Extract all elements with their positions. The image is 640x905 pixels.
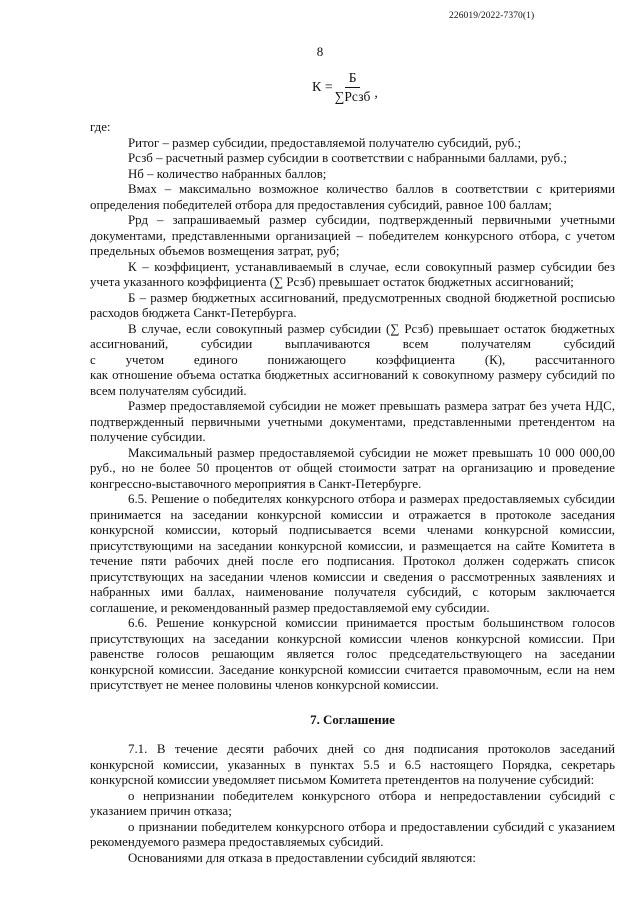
definition-rrd: Ррд – запрашиваемый размер субсидии, подтвержденный первичными учетными документами, представленными организацией – победителем конкурсного отбора, с учетом предельных объемов возмещения затрат, руб;: [90, 213, 615, 258]
formula-trailing-comma: ,: [374, 85, 378, 101]
paragraph-7-1: 7.1. В течение десяти рабочих дней со дня подписания протоколов заседаний конкурсной комиссии, указанных в пунктах 5.5 и 6.5 настоящего Порядка, секретарь конкурсной комиссии уведомляет письмом Комитета претендентов на получение субсидий:: [90, 742, 615, 787]
paragraph-7-1-refusal: о непризнании победителем конкурсного отбора и непредоставлении субсидий с указанием причин отказа;: [90, 788, 615, 818]
formula-numerator: Б: [345, 70, 361, 88]
definition-vmax: Вмах – максимально возможное количество баллов в соответствии с критериями определения победителей отбора для предоставления субсидий, равное 100 баллам;: [90, 182, 615, 212]
formula-fraction: [335, 70, 371, 105]
definition-b: Б – размер бюджетных ассигнований, предусмотренных сводной бюджетной росписью расходов бюджета Санкт-Петербурга.: [90, 290, 615, 320]
document-body: [90, 120, 615, 866]
paragraph-total-exceeds-line1: В случае, если совокупный размер субсидии (∑ Рсзб) превышает остаток бюджетных ассигнований, субсидии выплачиваются всем получателям субсидий: [90, 321, 615, 351]
paragraph-6-6: 6.6. Решение конкурсной комиссии принимается простым большинством голосов присутствующих на заседании конкурсной комиссии членов конкурсной комиссии. При равенстве голосов решающим является голос председательствующего на заседании конкурсной комиссии. Заседание конкурсной комиссии считается правомочным, если на нем присутствует не менее половины членов конкурсной комиссии.: [90, 616, 615, 692]
definition-nb: Нб – количество набранных баллов;: [128, 166, 327, 181]
paragraph-vat-limit: Размер предоставляемой субсидии не может превышать размера затрат без учета НДС, подтвержденный первичными учетными документами, представленными претендентом на получение субсидии.: [90, 399, 615, 444]
formula-denominator: ∑Рсзб: [334, 89, 371, 104]
formula-lhs: К =: [312, 79, 333, 95]
section-7-title: 7. Соглашение: [310, 712, 395, 727]
page-number: 8: [316, 44, 324, 59]
paragraph-refusal-grounds: Основаниями для отказа в предоставлении субсидий являются:: [128, 850, 476, 865]
paragraph-total-exceeds-line2: с учетом единого понижающего коэффициента (К), рассчитанного: [90, 352, 615, 367]
definition-ritog: Ритог – размер субсидии, предоставляемой получателю субсидий, руб.;: [128, 135, 522, 150]
paragraph-7-1-award: о признании победителем конкурсного отбора и предоставлении субсидий с указанием рекомендуемого размера предоставляемых субсидий.: [90, 819, 615, 849]
paragraph-max-subsidy: Максимальный размер предоставляемой субсидии не может превышать 10 000 000,00 руб., но не более 50 процентов от общей стоимости затрат на организацию и проведение конгрессно-выставочного мероприятия в Санкт-Петербурге.: [90, 445, 615, 491]
where-label: где:: [90, 120, 111, 134]
coefficient-formula: [312, 70, 378, 105]
document-registration-number: 226019/2022-7370(1): [449, 11, 535, 21]
paragraph-6-5: 6.5. Решение о победителях конкурсного отбора и размерах предоставляемых субсидии принимается на заседании конкурсной комиссии и отражается в протоколе заседания конкурсной комиссии, который подписывается всеми членами конкурсной комиссии, присутствующими на заседании конкурсной комиссии, и размещается на сайте Комитета в течение пяти рабочих дней после его подписания. Протокол должен содержать список присутствующих на заседании членов комиссии и сведения о рассмотренных заявлениях и набранных ими баллах, наименование получателя субсидий, с которым заключается соглашение, и рекомендованный размер предоставляемой ему субсидии.: [90, 492, 615, 615]
paragraph-total-exceeds-line3: как отношение объема остатка бюджетных ассигнований к совокупному размеру субсидий по всем получателям субсидий.: [90, 368, 615, 398]
definition-rszb: Рсзб – расчетный размер субсидии в соответствии с набранными баллами, руб.;: [128, 151, 567, 165]
definition-k: К – коэффициент, устанавливаемый в случае, если совокупный размер субсидии без учета указанного коэффициента (∑ Рсзб) превышает остаток бюджетных ассигнований;: [90, 259, 615, 289]
